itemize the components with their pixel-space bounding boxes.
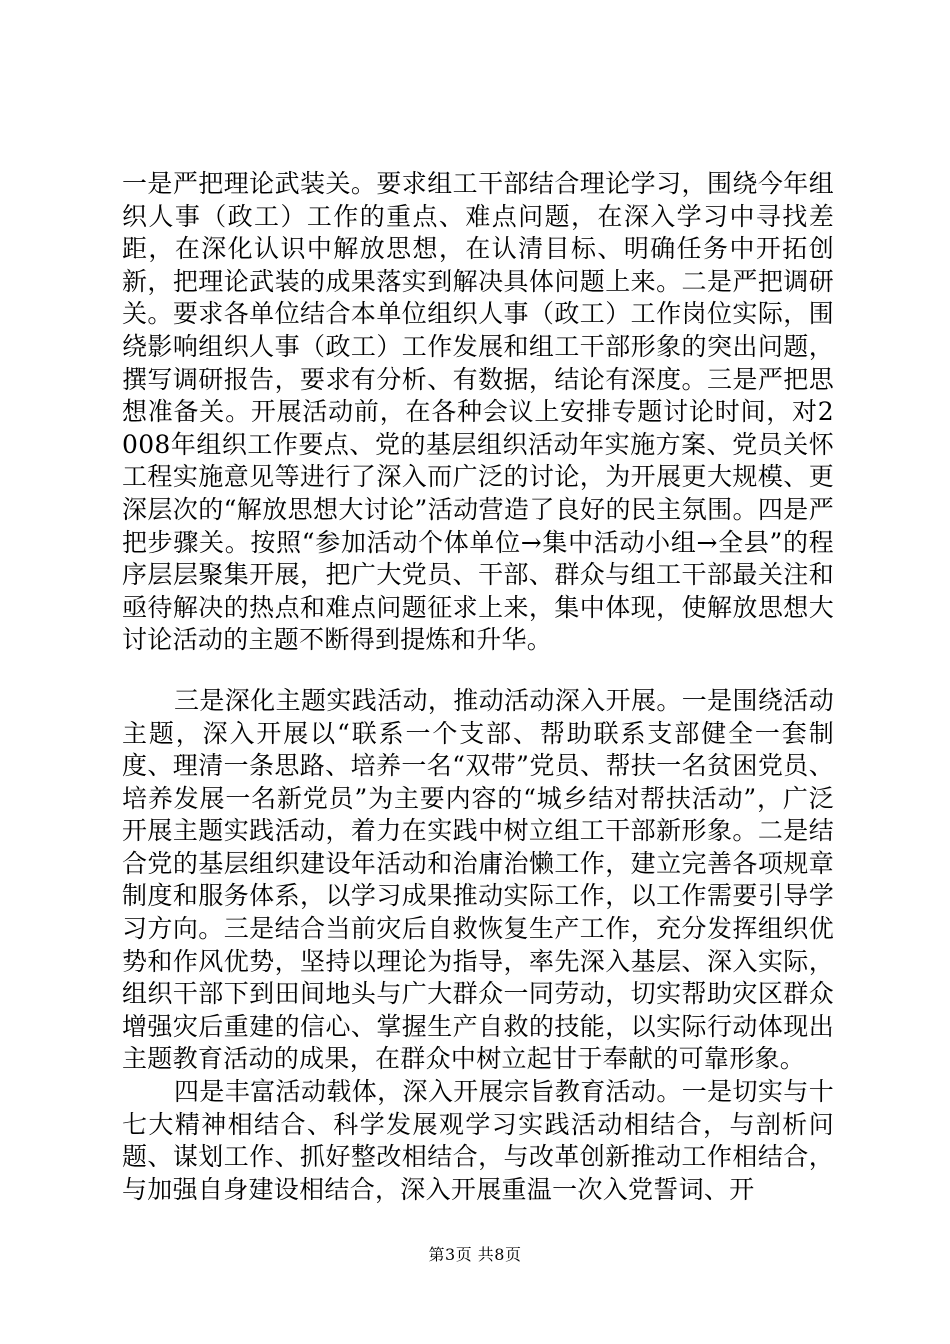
document-body xyxy=(122,168,834,1206)
page-footer: 第3页 共8页 xyxy=(428,1245,522,1264)
paragraph-2: 三是深化主题实践活动，推动活动深入开展。一是围绕活动主题，深入开展以“联系一个支部、帮助联系支部健全一套制度、理清一条思路、培养一名“双带”党员、帮扶一名贫困党员、培养发展一名新党员”为主要内容的“城乡结对帮扶活动”，广泛开展主题实践活动，着力在实践中树立组工干部新形象。二是结合党的基层组织建设年活动和治庸治懒工作，建立完善各项规章制度和服务体系，以学习成果推动实际工作，以工作需要引导学习方向。三是结合当前灾后自救恢复生产工作，充分发挥组织优势和作风优势，坚持以理论为指导，率先深入基层、深入实际，组织干部下到田间地头与广大群众一同劳动，切实帮助灾区群众增强灾后重建的信心、掌握生产自救的技能，以实际行动体现出主题教育活动的成果，在群众中树立起甘于奉献的可靠形象。 xyxy=(122,685,834,1074)
paragraph-1: 一是严把理论武装关。要求组工干部结合理论学习，围绕今年组织人事（政工）工作的重点、难点问题，在深入学习中寻找差距，在深化认识中解放思想，在认清目标、明确任务中开拓创新，把理论武装的成果落实到解决具体问题上来。二是严把调研关。要求各单位结合本单位组织人事（政工）工作岗位实际，围绕影响组织人事（政工）工作发展和组工干部形象的突出问题，撰写调研报告，要求有分析、有数据，结论有深度。三是严把思想准备关。开展活动前，在各种会议上安排专题讨论时间，对2008年组织工作要点、党的基层组织活动年实施方案、党员关怀工程实施意见等进行了深入而广泛的讨论，为开展更大规模、更深层次的“解放思想大讨论”活动营造了良好的民主氛围。四是严把步骤关。按照“参加活动个体单位→集中活动小组→全县”的程序层层聚集开展，把广大党员、干部、群众与组工干部最关注和亟待解决的热点和难点问题征求上来，集中体现，使解放思想大讨论活动的主题不断得到提炼和升华。 xyxy=(122,169,834,655)
paragraph-3: 四是丰富活动载体，深入开展宗旨教育活动。一是切实与十七大精神相结合、科学发展观学习实践活动相结合，与剖析问题、谋划工作、抓好整改相结合，与改革创新推动工作相结合，与加强自身建设相结合，深入开展重温一次入党誓词、开 xyxy=(122,1077,834,1204)
